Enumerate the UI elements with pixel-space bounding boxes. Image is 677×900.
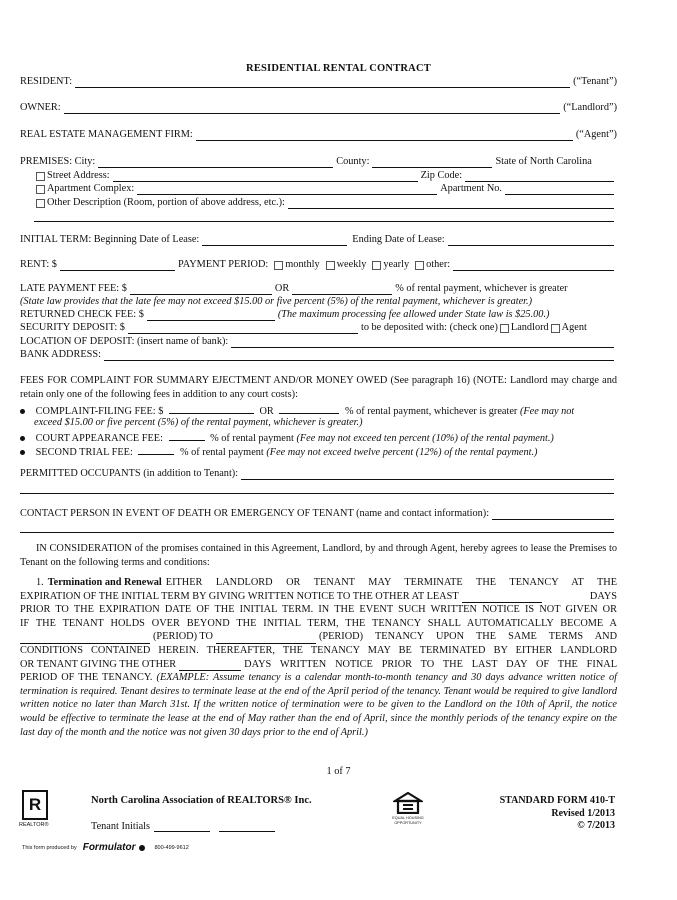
- occupants-label: PERMITTED OCCUPANTS (in addition to Tenant):: [20, 468, 239, 479]
- complex-label: Apartment Complex:: [47, 183, 135, 194]
- court-appearance-tail: % of rental payment: [210, 433, 294, 444]
- section-example: (EXAMPLE: Assume tenancy is a calendar month-to-month tenancy and 30 days advance written notice of termination is required. Tenant desires to terminate lease at the end of the April period of the tenancy. Tenant would be required to give landlord written notice no later than March 31st. If the written notice of termination were to be given to the Landlord on the 10th of April, the notice would be effective to terminate the lease at the end of May rather than the end of April, since the monthly periods of the tenancy expire on the last day of the month and the notice was not given 30 days prior to the end of April.): [20, 672, 617, 738]
- bank-row: [20, 349, 617, 361]
- bullet-dot: [20, 409, 25, 414]
- check-fee-label: RETURNED CHECK FEE: $: [20, 309, 144, 320]
- location-field[interactable]: [231, 337, 614, 348]
- bullet-dot: [20, 450, 25, 455]
- association-name: North Carolina Association of REALTORS® Inc.: [91, 795, 312, 806]
- page-number: 1 of 7: [326, 766, 351, 777]
- equal-housing-icon: [393, 792, 423, 814]
- owner-label: OWNER:: [20, 102, 61, 113]
- occupants-row-2: [20, 483, 617, 494]
- contact-row-2: [20, 522, 617, 533]
- bank-label: BANK ADDRESS:: [20, 349, 101, 360]
- agent-suffix: (“Agent”): [575, 129, 617, 140]
- initials-field-1[interactable]: [154, 821, 210, 832]
- section-text-3: PRIOR TO THE EXPIRATION DATE OF THE INITIAL TERM. IN THE EVENT SUCH WRITTEN NOTICE IS NOT GIVEN OR: [20, 604, 617, 616]
- other-continued-row: [34, 211, 617, 222]
- rent-field[interactable]: [60, 260, 175, 271]
- complaint-filing-label: COMPLAINT-FILING FEE: $: [35, 406, 164, 417]
- late-percent-field[interactable]: [292, 284, 392, 295]
- begin-date-field[interactable]: [202, 235, 347, 246]
- second-trial-bullet: [20, 444, 617, 459]
- bank-field[interactable]: [104, 350, 614, 361]
- formulator-logo-icon: [139, 845, 145, 851]
- check-note: (The maximum processing fee allowed under State law is $25.00.): [277, 309, 550, 320]
- deposit-tail: to be deposited with: (check one): [360, 322, 498, 333]
- late-fee-row: [20, 283, 617, 295]
- agent-label: Agent: [561, 322, 587, 333]
- other-period-label: other:: [426, 259, 451, 270]
- apt-label: Apartment No.: [440, 183, 503, 194]
- notice-days-field[interactable]: [462, 592, 542, 603]
- second-trial-field[interactable]: [138, 444, 174, 455]
- period-field-2[interactable]: [216, 633, 316, 644]
- city-field[interactable]: [98, 157, 333, 168]
- initial-term-label: INITIAL TERM: Beginning Date of Lease:: [20, 234, 200, 245]
- rent-row: [20, 259, 617, 271]
- section-1-line-7: [20, 658, 617, 672]
- other-field-2[interactable]: [34, 211, 614, 222]
- zip-label: Zip Code:: [420, 170, 463, 181]
- form-number: STANDARD FORM 410-T: [499, 795, 615, 806]
- weekly-checkbox[interactable]: [326, 261, 335, 270]
- weekly-label: weekly: [336, 259, 367, 270]
- street-field[interactable]: [113, 171, 418, 182]
- complaint-or: OR: [259, 406, 274, 417]
- section-num: 1.: [36, 577, 44, 588]
- other-label: Other Description (Room, portion of above address, etc.):: [47, 197, 285, 208]
- formulator-phone: 800-499-9612: [154, 844, 189, 851]
- court-appearance-note: (Fee may not exceed ten percent (10%) of the rental payment.): [296, 433, 554, 444]
- form-copyright: © 7/2013: [577, 820, 615, 831]
- occupants-field-2[interactable]: [20, 483, 614, 494]
- yearly-label: yearly: [383, 259, 410, 270]
- late-or: OR: [274, 283, 290, 294]
- location-label: LOCATION OF DEPOSIT: (insert name of bank):: [20, 336, 229, 347]
- period-field-1[interactable]: [20, 633, 150, 644]
- location-row: [20, 336, 617, 348]
- contact-field-2[interactable]: [20, 522, 614, 533]
- other-period-field[interactable]: [453, 260, 614, 271]
- section-text-1: EITHER LANDLORD OR TENANT MAY TERMINATE THE TENANCY AT THE: [165, 577, 617, 588]
- deposit-row: [20, 322, 617, 334]
- yearly-checkbox[interactable]: [372, 261, 381, 270]
- late-fee-field[interactable]: [130, 284, 272, 295]
- section-1-line-1: [20, 576, 617, 590]
- section-1-line-8: [20, 671, 617, 739]
- monthly-checkbox[interactable]: [274, 261, 283, 270]
- court-appearance-bullet: [20, 430, 617, 445]
- complaint-note-row: [20, 416, 631, 429]
- complaint-tail: % of rental payment, whichever is greater: [344, 406, 518, 417]
- resident-row: [20, 76, 617, 88]
- monthly-label: monthly: [285, 259, 320, 270]
- consideration-paragraph: IN CONSIDERATION of the promises contained in this Agreement, Landlord, by and through Agent, hereby agrees to lease the Premises to Tenant on the following terms and conditions:: [20, 543, 617, 568]
- section-text-6: CONDITIONS CONTAINED HEREIN. THEREAFTER, THE TENANCY MAY BE TERMINATED BY EITHER LANDLORD: [20, 644, 617, 656]
- realtor-logo-icon: R: [22, 790, 48, 820]
- firm-row: [20, 129, 617, 141]
- complaint-percent-field[interactable]: [279, 403, 339, 414]
- section-text-2b: DAYS: [589, 590, 617, 602]
- street-label: Street Address:: [47, 170, 110, 181]
- term-row: [20, 234, 617, 246]
- court-appearance-field[interactable]: [169, 430, 205, 441]
- section-1-line-2: [20, 590, 617, 604]
- deposit-label: SECURITY DEPOSIT: $: [20, 322, 125, 333]
- contact-label: CONTACT PERSON IN EVENT OF DEATH OR EMERGENCY OF TENANT (name and contact information):: [20, 508, 490, 519]
- other-checkbox[interactable]: [36, 199, 45, 208]
- contact-field[interactable]: [492, 509, 614, 520]
- initials-field-2[interactable]: [219, 821, 275, 832]
- late-note-row: [20, 296, 617, 308]
- produced-by-row: [22, 842, 189, 853]
- apt-field[interactable]: [505, 184, 614, 195]
- section-text-7a: OR TENANT GIVING THE OTHER: [20, 658, 177, 670]
- complex-checkbox[interactable]: [36, 185, 45, 194]
- resident-label: RESIDENT:: [20, 76, 73, 87]
- street-checkbox[interactable]: [36, 172, 45, 181]
- final-days-field[interactable]: [179, 660, 241, 671]
- resident-field[interactable]: [75, 77, 570, 88]
- late-tail: % of rental payment, whichever is greater: [395, 283, 568, 294]
- late-fee-label: LATE PAYMENT FEE: $: [20, 283, 127, 294]
- complaint-intro: FEES FOR COMPLAINT FOR SUMMARY EJECTMENT AND/OR MONEY OWED (See paragraph 16) (NOTE: Landlord may charge and retain only one of the following fees in addition to any court costs):: [20, 375, 617, 400]
- second-trial-label: SECOND TRIAL FEE:: [35, 447, 133, 458]
- bullet-dot: [20, 436, 25, 441]
- section-text-5b: (PERIOD) TENANCY UPON THE SAME TERMS AND: [318, 631, 617, 643]
- section-heading: Termination and Renewal: [47, 577, 162, 588]
- landlord-label: Landlord: [510, 322, 549, 333]
- end-date-field[interactable]: [448, 235, 614, 246]
- other-period-checkbox[interactable]: [415, 261, 424, 270]
- owner-row: [20, 102, 617, 114]
- section-text-8a: PERIOD OF THE TENANCY.: [20, 672, 153, 684]
- section-1: [20, 576, 617, 739]
- section-text-2a: EXPIRATION OF THE INITIAL TERM BY GIVING WRITTEN NOTICE TO THE OTHER AT LEAST: [20, 590, 459, 602]
- deposit-field[interactable]: [128, 323, 358, 334]
- premises-city-row: [20, 156, 617, 168]
- street-row: [34, 170, 617, 182]
- firm-field[interactable]: [196, 130, 573, 141]
- page-title: RESIDENTIAL RENTAL CONTRACT: [246, 63, 431, 74]
- ending-label: Ending Date of Lease:: [352, 234, 445, 245]
- state-label: State of North Carolina: [495, 156, 592, 167]
- county-label: County:: [336, 156, 370, 167]
- agent-checkbox[interactable]: [551, 324, 560, 333]
- firm-label: REAL ESTATE MANAGEMENT FIRM:: [20, 129, 193, 140]
- occupants-field[interactable]: [241, 469, 614, 480]
- zip-field[interactable]: [465, 171, 614, 182]
- owner-field[interactable]: [64, 103, 561, 114]
- tenant-initials-label: Tenant Initials: [91, 821, 151, 832]
- other-field[interactable]: [288, 198, 614, 209]
- court-appearance-label: COURT APPEARANCE FEE:: [35, 433, 163, 444]
- section-text-5a: (PERIOD) TO: [153, 631, 213, 643]
- produced-label: This form produced by: [22, 844, 77, 851]
- complex-row: [34, 183, 617, 195]
- eho-caption: EQUAL HOUSING OPPORTUNITY: [392, 816, 424, 825]
- formulator-brand: Formulator: [82, 842, 136, 853]
- form-info: [500, 795, 615, 833]
- section-1-line-5: [20, 630, 617, 644]
- check-fee-field[interactable]: [147, 310, 275, 321]
- late-note: (State law provides that the late fee may not exceed $15.00 or five percent (5%) of the rental payment, whichever is greater.): [20, 296, 533, 307]
- tenant-suffix: (“Tenant”): [573, 76, 617, 87]
- county-field[interactable]: [372, 157, 492, 168]
- check-fee-row: [20, 309, 617, 321]
- tenant-initials-row: [91, 821, 278, 832]
- complaint-filing-field[interactable]: [169, 403, 254, 414]
- second-trial-note: (Fee may not exceed twelve percent (12%) of the rental payment.): [266, 447, 538, 458]
- complex-field[interactable]: [137, 184, 437, 195]
- other-row: [34, 197, 617, 209]
- payment-period-label: PAYMENT PERIOD:: [177, 259, 269, 270]
- complaint-note-start: (Fee may not: [519, 406, 575, 417]
- landlord-checkbox[interactable]: [500, 324, 509, 333]
- section-text-4: IF THE TENANT HOLDS OVER BEYOND THE INITIAL TERM, THE TENANCY SHALL AUTOMATICALLY BECOME A: [20, 617, 617, 629]
- landlord-suffix: (“Landlord”): [563, 102, 617, 113]
- section-text-7b: DAYS WRITTEN NOTICE PRIOR TO THE LAST DAY OF THE FINAL: [244, 658, 617, 670]
- city-label: PREMISES: City:: [20, 156, 96, 167]
- complaint-note-end: exceed $15.00 or five percent (5%) of the rental payment, whichever is greater.): [34, 417, 363, 428]
- form-revised: Revised 1/2013: [551, 807, 615, 819]
- contact-row: [20, 508, 617, 520]
- second-trial-tail: % of rental payment: [180, 447, 264, 458]
- realtor-mark: REALTOR®: [19, 822, 49, 828]
- rent-label: RENT: $: [20, 259, 57, 270]
- occupants-row: [20, 468, 617, 480]
